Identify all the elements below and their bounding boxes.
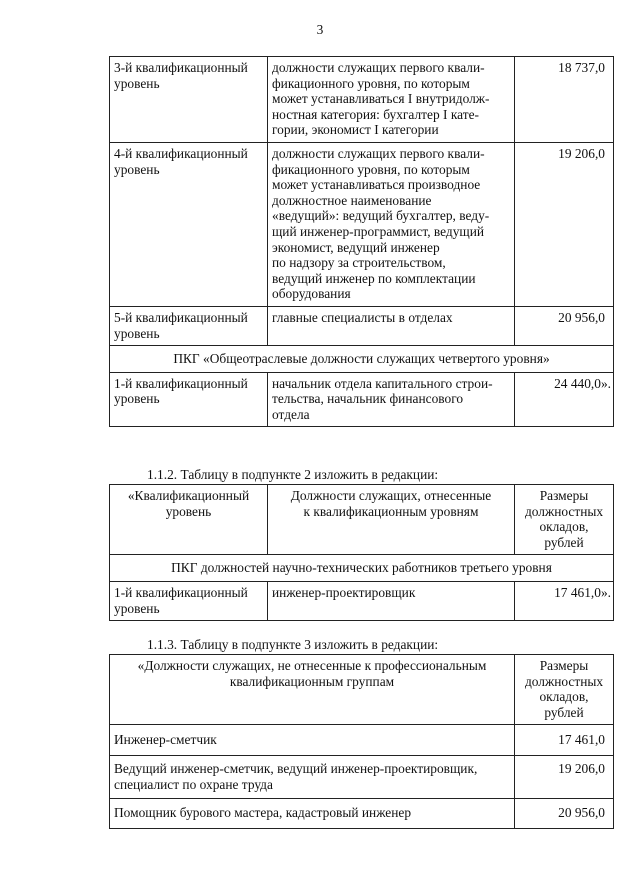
salary-cell: 24 440,0». [515, 372, 614, 427]
positions-cell [268, 372, 515, 427]
level-text: 3-й квалификационный [114, 60, 248, 75]
positions-text: оборудования [272, 286, 351, 302]
level-cell [110, 57, 268, 143]
positions-cell [110, 725, 515, 756]
positions-text: тельства, начальник финансового [272, 391, 464, 407]
header-text: Размеры [539, 658, 589, 673]
header-salary [515, 655, 614, 725]
level-cell [110, 372, 268, 427]
level-text: уровень [114, 600, 160, 616]
table-qualification-levels [109, 56, 614, 427]
header-text: должностных [524, 503, 604, 519]
header-text: окладов, [539, 519, 589, 535]
paragraph-1-1-3: 1.1.3. Таблицу в подпункте 3 изложить в редакции: [147, 637, 439, 652]
positions-text: инженер-проектировщик [272, 584, 416, 600]
positions-text: экономист, ведущий инженер [272, 239, 440, 255]
salary-cell: 18 737,0 [515, 57, 614, 143]
header-text: рублей [544, 534, 584, 550]
salary-cell: 17 461,0». [515, 581, 614, 620]
header-row [110, 485, 614, 555]
positions-text: может устанавливаться производное [272, 177, 481, 193]
positions-cell [268, 142, 515, 306]
header-text: «Должности служащих, не отнесенные к профессиональным [137, 658, 487, 673]
level-text: 4-й квалификационный [114, 145, 248, 161]
positions-text: начальник отдела капитального строи- [272, 375, 493, 391]
positions-text: ностная категория: бухгалтер I кате- [272, 106, 479, 122]
table-row [110, 799, 614, 829]
group-header-row [110, 555, 614, 582]
table-row [110, 142, 614, 306]
header-positions [110, 655, 515, 725]
level-text: 5-й квалификационный [114, 309, 248, 325]
header-row [110, 655, 614, 725]
positions-text: должностное наименование [272, 192, 432, 208]
header-text: квалификационным группам [229, 673, 395, 689]
positions-cell [110, 799, 515, 829]
positions-text: «ведущий»: ведущий бухгалтер, веду- [272, 208, 490, 224]
positions-text: ведущий инженер по комплектации [272, 270, 476, 286]
table-row [110, 306, 614, 345]
level-text: уровень [114, 75, 160, 91]
positions-text: главные специалисты в отделах [272, 309, 453, 325]
positions-text: должности служащих первого квали- [272, 145, 485, 161]
salary-cell: 20 956,0 [515, 306, 614, 345]
header-text: Размеры [539, 488, 589, 503]
level-text: 1-й квалификационный [114, 584, 248, 600]
level-text: уровень [114, 325, 160, 341]
positions-cell [268, 581, 515, 620]
table-row [110, 581, 614, 620]
header-text: «Квалификационный [127, 488, 250, 503]
positions-text: гории, экономист I категории [272, 122, 439, 138]
level-cell [110, 142, 268, 306]
salary-cell: 19 206,0 [515, 142, 614, 306]
positions-cell [268, 306, 515, 345]
paragraph-1-1-2: 1.1.2. Таблицу в подпункте 2 изложить в редакции: [147, 467, 439, 482]
header-positions [268, 485, 515, 555]
group-header-row [110, 346, 614, 373]
positions-text: отдела [272, 406, 310, 422]
table-row [110, 372, 614, 427]
level-text: 1-й квалификационный [114, 375, 248, 391]
positions-text: щий инженер-программист, ведущий [272, 223, 485, 239]
salary-cell: 19 206,0 [515, 755, 614, 798]
table-row [110, 57, 614, 143]
positions-text: по надзору за строительством, [272, 255, 446, 271]
positions-text: Ведущий инженер-сметчик, ведущий инженер-проектировщик, [114, 760, 478, 776]
positions-cell [110, 755, 515, 798]
group-header: ПКГ «Общеотраслевые должности служащих четвертого уровня» [110, 346, 614, 373]
table-row [110, 755, 614, 798]
positions-text: фикационного уровня, по которым [272, 75, 470, 91]
table-row [110, 725, 614, 756]
page-number: 3 [316, 22, 324, 37]
table-unassigned-positions [109, 654, 614, 829]
positions-text: может устанавливаться I внутридолж- [272, 91, 490, 107]
header-level [110, 485, 268, 555]
level-text: уровень [114, 161, 160, 177]
level-cell [110, 306, 268, 345]
positions-text: специалист по охране труда [114, 776, 273, 792]
salary-cell: 20 956,0 [515, 799, 614, 829]
level-cell [110, 581, 268, 620]
positions-text: Инженер-сметчик [114, 732, 217, 748]
header-text: должностных [524, 673, 604, 689]
header-text: рублей [544, 704, 584, 720]
header-text: уровень [165, 503, 212, 519]
positions-text: фикационного уровня, по которым [272, 161, 470, 177]
header-salary [515, 485, 614, 555]
level-text: уровень [114, 391, 160, 407]
positions-text: Помощник бурового мастера, кадастровый инженер [114, 805, 412, 821]
table-research-positions [109, 484, 614, 621]
header-text: к квалификационным уровням [303, 503, 479, 519]
group-header: ПКГ должностей научно-технических работников третьего уровня [110, 555, 614, 582]
header-text: окладов, [539, 689, 589, 705]
salary-cell: 17 461,0 [515, 725, 614, 756]
header-text: Должности служащих, отнесенные [290, 488, 492, 503]
positions-cell [268, 57, 515, 143]
positions-text: должности служащих первого квали- [272, 60, 485, 75]
